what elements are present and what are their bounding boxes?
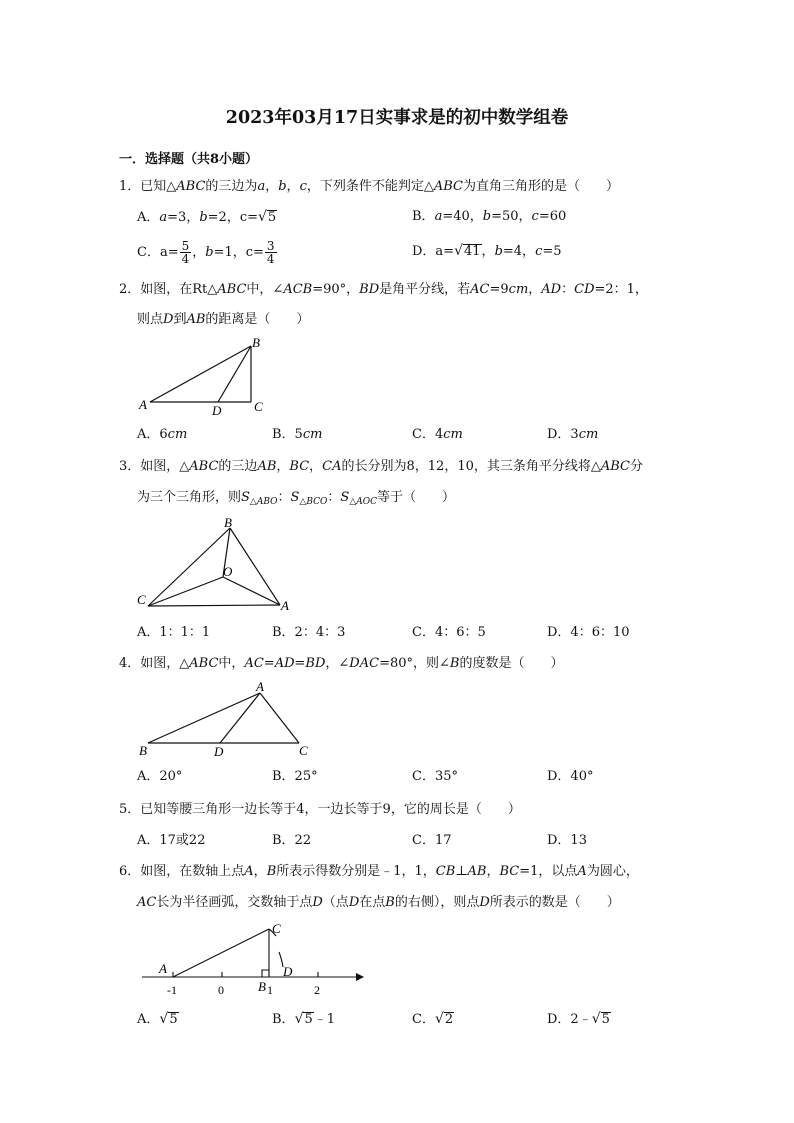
q1-stem: 1．已知△ABC的三边为a，b，c，下列条件不能判定△ABC为直角三角形的是（ ） [119, 179, 619, 194]
q3-seg-ca [148, 605, 280, 606]
q4-option-b: B．25° [272, 769, 318, 784]
q3-option-a: A．1：1：1 [137, 625, 211, 640]
q6-stem-line2: AC长为半径画弧，交数轴于点D（点D在点B的右侧），则点D所表示的数是（ ） [137, 895, 620, 910]
q6-option-b: B．√5﹣1 [272, 1011, 336, 1027]
q5-option-d: D．13 [547, 833, 587, 848]
q4-label-a: A [256, 679, 264, 694]
q3-label-b: B [224, 515, 232, 530]
q1-option-a: A．a=3，b=2，c=√5 [137, 209, 277, 225]
q3-seg-oc [148, 577, 223, 606]
q3-stem-line2: 为三个三角形，则$S_{\triangle ABO}$：$S_{\triangle BCO}$：$S_{\triangle AOC}$等于（ ） [137, 490, 456, 507]
q2-option-d: D．3cm [547, 427, 599, 442]
q5-option-a: A．17或22 [137, 833, 206, 848]
q2-label-c: C [254, 399, 263, 414]
q2-stem-line2: 则点D到AB的距离是（ ） [137, 312, 310, 327]
q1-option-d: D．a=√41，b=4，c=5 [412, 243, 562, 259]
q2-label-b: B [252, 335, 260, 350]
q4-seg-ac [260, 693, 299, 743]
q3-option-c: C．4：6：5 [412, 625, 486, 640]
q4-label-b: B [139, 743, 147, 758]
q3-seg-ba [230, 528, 280, 605]
q4-label-c: C [299, 743, 308, 758]
q4-option-a: A．20° [137, 769, 183, 784]
q4-figure [130, 678, 320, 760]
q2-seg-bd [218, 346, 251, 402]
q2-stem-line1: 2．如图，在Rt△ABC中，∠ACB=90°，BD是角平分线，若AC=9cm，AD：CD=2：1， [119, 282, 648, 297]
q3-label-o: O [223, 564, 233, 579]
q3-stem-line1: 3．如图，△ABC的三边AB，BC，CA的长分别为8，12，10，其三条角平分线将△ABC分 [119, 459, 644, 474]
q4-label-d: D [214, 744, 224, 759]
q2-label-d: D [212, 403, 222, 418]
q3-label-a: A [281, 598, 289, 613]
q3-option-b: B．2：4：3 [272, 625, 346, 640]
q6-tick-2: 2 [314, 983, 320, 997]
q1-option-b: B．a=40，b=50，c=60 [412, 209, 567, 224]
q2-figure [130, 334, 280, 419]
q3-option-d: D．4：6：10 [547, 625, 630, 640]
q6-option-a: A．√5 [137, 1011, 178, 1027]
page-title: 2023年03月17日实事求是的初中数学组卷 [225, 108, 569, 128]
q6-seg-ac [173, 929, 269, 977]
q3-seg-cb [148, 528, 230, 606]
q6-label-c: C [272, 921, 281, 936]
q6-label-b: B [258, 979, 266, 994]
q5-option-b: B．22 [272, 833, 312, 848]
q2-option-c: C．4cm [412, 427, 463, 442]
q6-tick-0: 0 [218, 983, 224, 997]
q6-option-d: D．2﹣√5 [547, 1011, 610, 1027]
q4-option-c: C．35° [412, 769, 458, 784]
q6-axis-arrow [356, 973, 364, 981]
q3-label-c: C [137, 592, 146, 607]
q6-label-a: A [159, 961, 167, 976]
q6-right-angle-mark [262, 970, 269, 977]
q4-option-d: D．40° [547, 769, 594, 784]
q4-seg-ba [148, 693, 260, 743]
q3-figure [130, 512, 300, 617]
q2-seg-ab [150, 346, 251, 402]
section-heading: 一．选择题（共8小题） [119, 152, 259, 167]
q6-option-c: C．√2 [412, 1011, 454, 1027]
q6-stem-line1: 6．如图，在数轴上点A，B所表示得数分别是﹣1，1，CB⊥AB，BC=1，以点A为圆心， [119, 864, 639, 879]
q6-tick-minus1: -1 [167, 983, 177, 997]
q2-option-a: A．6cm [137, 427, 188, 442]
q2-label-a: A [139, 397, 147, 412]
q5-stem: 5．已知等腰三角形一边长等于4，一边长等于9，它的周长是（ ） [119, 802, 521, 817]
q4-stem: 4．如图，△ABC中，AC=AD=BD，∠DAC=80°，则∠B的度数是（ ） [119, 656, 564, 671]
q4-seg-ad [220, 693, 260, 743]
q2-option-b: B．5cm [272, 427, 323, 442]
q1-option-c: C．a= $\frac{5}{4}$ ，b=1，c= $\frac{3}{4}$ [137, 239, 275, 266]
q6-figure [130, 918, 370, 1000]
q5-option-c: C．17 [412, 833, 452, 848]
q6-tick-1: 1 [267, 983, 273, 997]
q6-label-d: D [283, 964, 293, 979]
